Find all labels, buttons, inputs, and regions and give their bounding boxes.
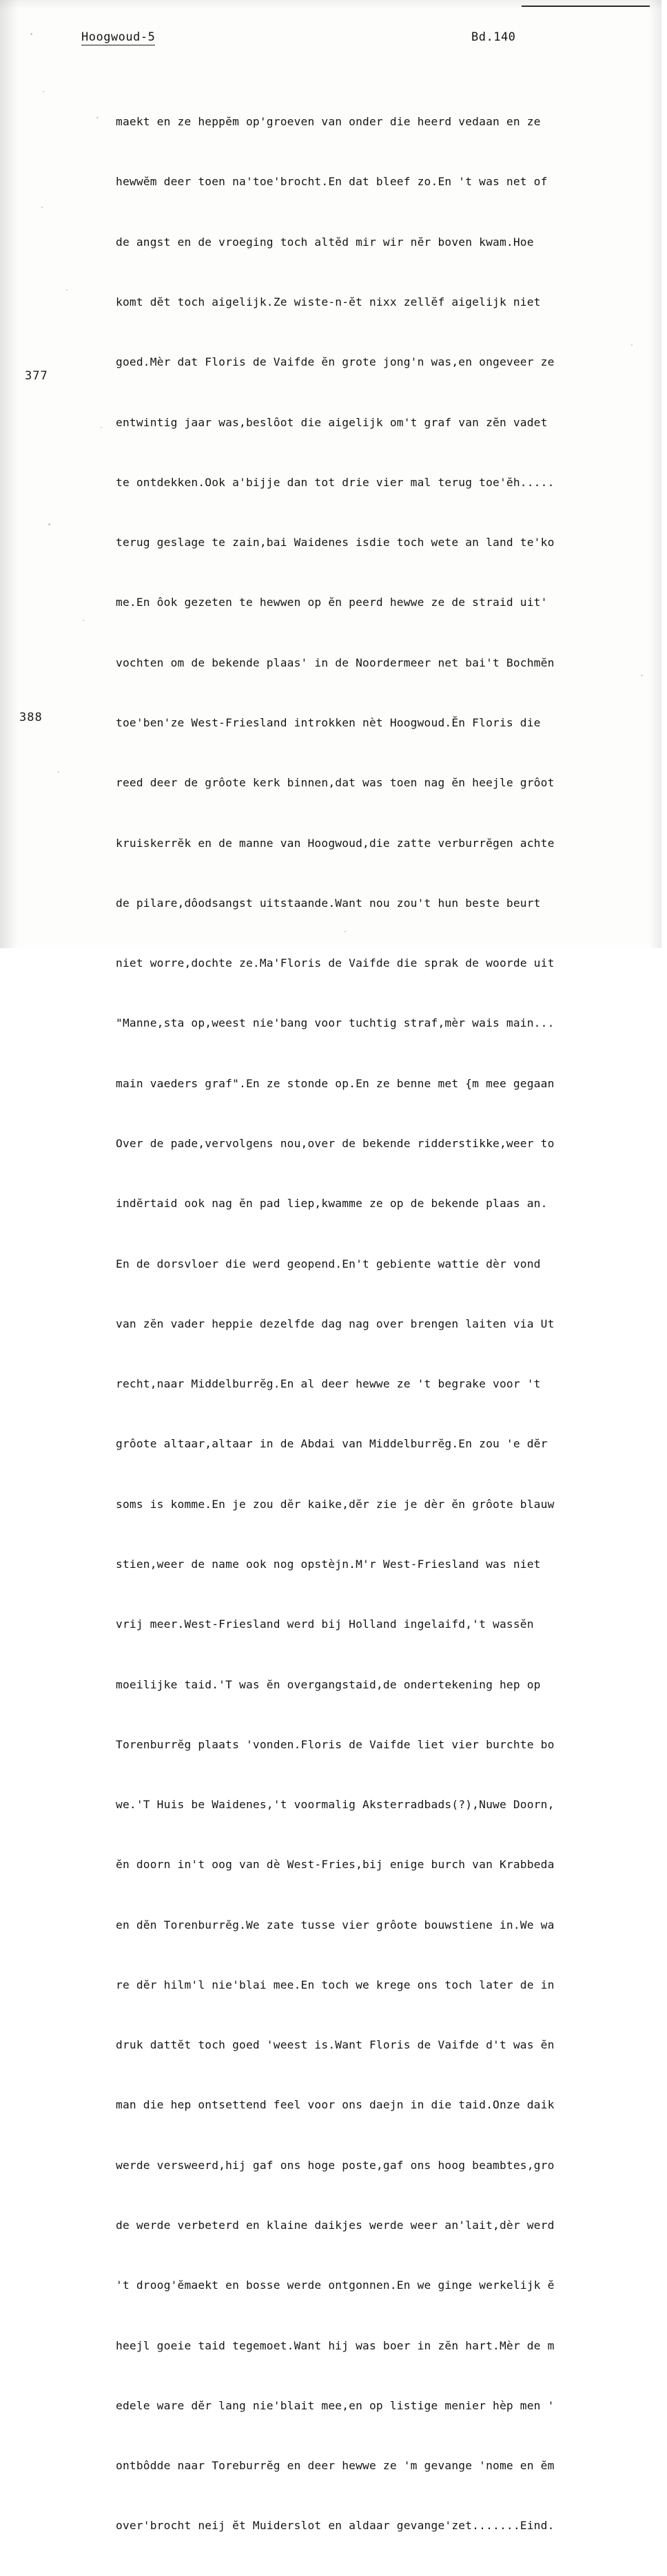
text-line: over'brocht neij ĕt Muiderslot en aldaar gevange'zet.......Eind.: [116, 2519, 555, 2533]
text-line: werde versweerd,hij gaf ons hoge poste,gaf ons hoog beambtes,gro: [116, 2158, 555, 2172]
text-line: soms is komme.En je zou dĕr kaike,dĕr zie je dèr ĕn grôote blauw: [116, 1497, 555, 1511]
scan-speck: [30, 33, 32, 35]
text-line: hewwĕm deer toen na'toe'brocht.En dat bleef zo.En 't was net of: [116, 175, 548, 189]
text-line: man die hep ontsettend feel voor ons daejn in die taid.Onze daik: [116, 2098, 555, 2112]
scan-speck: [43, 91, 44, 92]
scan-speck: [96, 117, 99, 118]
text-line: vochten om de bekende plaas' in de Noordermeer net bai't Bochmĕn: [116, 656, 555, 669]
page-edge-shading-top: [0, 0, 661, 10]
text-line: van zĕn vader heppie dezelfde dag nag over brengen laiten via Ut: [116, 1317, 555, 1330]
text-line: maekt en ze heppĕm op'groeven van onder die heerd vedaan en ze: [116, 115, 541, 129]
text-line: komt dĕt toch aigelijk.Ze wiste-n-ĕt nixx zellĕf aigelijk niet: [116, 295, 541, 309]
text-line: de angst en de vroeging toch altĕd mir wir nĕr boven kwam.Hoe: [116, 235, 534, 249]
text-line: heejl goeie taid tegemoet.Want hij was boer in zĕn hart.Mèr de m: [116, 2338, 555, 2352]
scan-speck: [83, 620, 84, 621]
text-line: goed.Mèr dat Floris de Vaifde ĕn grote jong'n was,en ongeveer ze: [116, 355, 555, 369]
document-id: Hoogwoud-5: [81, 30, 156, 44]
volume-id: Bd.140: [471, 30, 516, 44]
text-line: kruiskerrĕk en de manne van Hoogwoud,die zatte verburrĕgen achte: [116, 836, 555, 850]
margin-number-second: 388: [19, 711, 43, 724]
text-line: reed deer de grôote kerk binnen,dat was toen nag ĕn heejle grôot: [116, 776, 555, 790]
text-line: ĕn doorn in't oog van dè West-Fries,bij enige burch van Krabbeda: [116, 1858, 555, 1872]
text-line: de pilare,dôodsangst uitstaande.Want nou zou't hun beste beurt: [116, 896, 541, 910]
text-line: edele ware dĕr lang nie'blait mee,en op listige menier hèp men ': [116, 2398, 555, 2412]
scan-speck: [58, 771, 59, 773]
text-line: vrij meer.West-Friesland werd bij Holland ingelaifd,'t wassĕn: [116, 1617, 534, 1631]
page-edge-shading-left: [0, 0, 18, 948]
text-line: Torenburrĕg plaats 'vonden.Floris de Vaifde liet vier burchte bo: [116, 1737, 555, 1751]
scan-speck: [66, 289, 68, 291]
typewritten-body-text: [116, 72, 667, 2576]
scan-speck: [101, 427, 102, 428]
top-rule-line: [522, 6, 650, 7]
text-line: stien,weer de name ook nog opstèjn.M'r West-Friesland was niet: [116, 1557, 541, 1571]
scan-speck: [48, 523, 50, 525]
text-line: moeilijke taid.'T was ĕn overgangstaid,de ondertekening hep op: [116, 1677, 541, 1691]
margin-number-first: 377: [25, 369, 48, 383]
scan-speck: [41, 207, 43, 208]
text-line: re dĕr hilm'l nie'blai mee.En toch we krege ons toch later de in: [116, 1978, 555, 1991]
text-line: niet worre,dochte ze.Ma'Floris de Vaifde die sprak de woorde uit: [116, 956, 555, 970]
text-line: entwintig jaar was,beslôot die aigelijk om't graf van zĕn vadet: [116, 415, 548, 429]
text-line: Over de pade,vervolgens nou,over de bekende ridderstikke,weer to: [116, 1136, 555, 1150]
text-line: indĕrtaid ook nag ĕn pad liep,kwamme ze op de bekende plaas an.: [116, 1197, 548, 1211]
text-line: grôote altaar,altaar in de Abdai van Middelburrĕg.En zou 'e dĕr: [116, 1437, 548, 1451]
text-line: 't droog'ĕmaekt en bosse werde ontgonnen.En we ginge werkelijk ĕ: [116, 2279, 555, 2292]
text-line: de werde verbeterd en klaine daikjes werde weer an'lait,dèr werd: [116, 2219, 555, 2232]
text-line: te ontdekken.Ook a'bijje dan tot drie vier mal terug toe'ĕh.....: [116, 475, 555, 489]
text-line: toe'ben'ze West-Friesland introkken nèt Hoogwoud.Ĕn Floris die: [116, 716, 541, 729]
text-line: ontbôdde naar Toreburrĕg en deer hewwe ze 'm gevange 'nome en ĕm: [116, 2459, 555, 2473]
text-line: we.'T Huis be Waidenes,'t voormalig Aksterradbads(?),Nuwe Doorn,: [116, 1798, 555, 1812]
text-line: terug geslage te zain,bai Waidenes isdie toch wete an land te'ko: [116, 536, 555, 549]
text-line: me.En ôok gezeten te hewwen op ĕn peerd hewwe ze de straid uit': [116, 596, 548, 609]
text-line: druk dattĕt toch goed 'weest is.Want Floris de Vaifde d't was ĕn: [116, 2038, 555, 2052]
text-line: recht,naar Middelburrĕg.En al deer hewwe ze 't begrake voor 't: [116, 1377, 541, 1391]
text-line: en dĕn Torenburrĕg.We zate tusse vier grôote bouwstiene in.We wa: [116, 1918, 555, 1931]
page-header: [81, 30, 605, 48]
text-line: main vaeders graf".En ze stonde op.En ze benne met {m mee gegaan: [116, 1076, 555, 1090]
text-line: "Manne,sta op,weest nie'bang voor tuchtig straf,mèr wais main...: [116, 1016, 555, 1030]
text-line: En de dorsvloer die werd geopend.En't gebiente wattie dèr vond: [116, 1257, 541, 1270]
